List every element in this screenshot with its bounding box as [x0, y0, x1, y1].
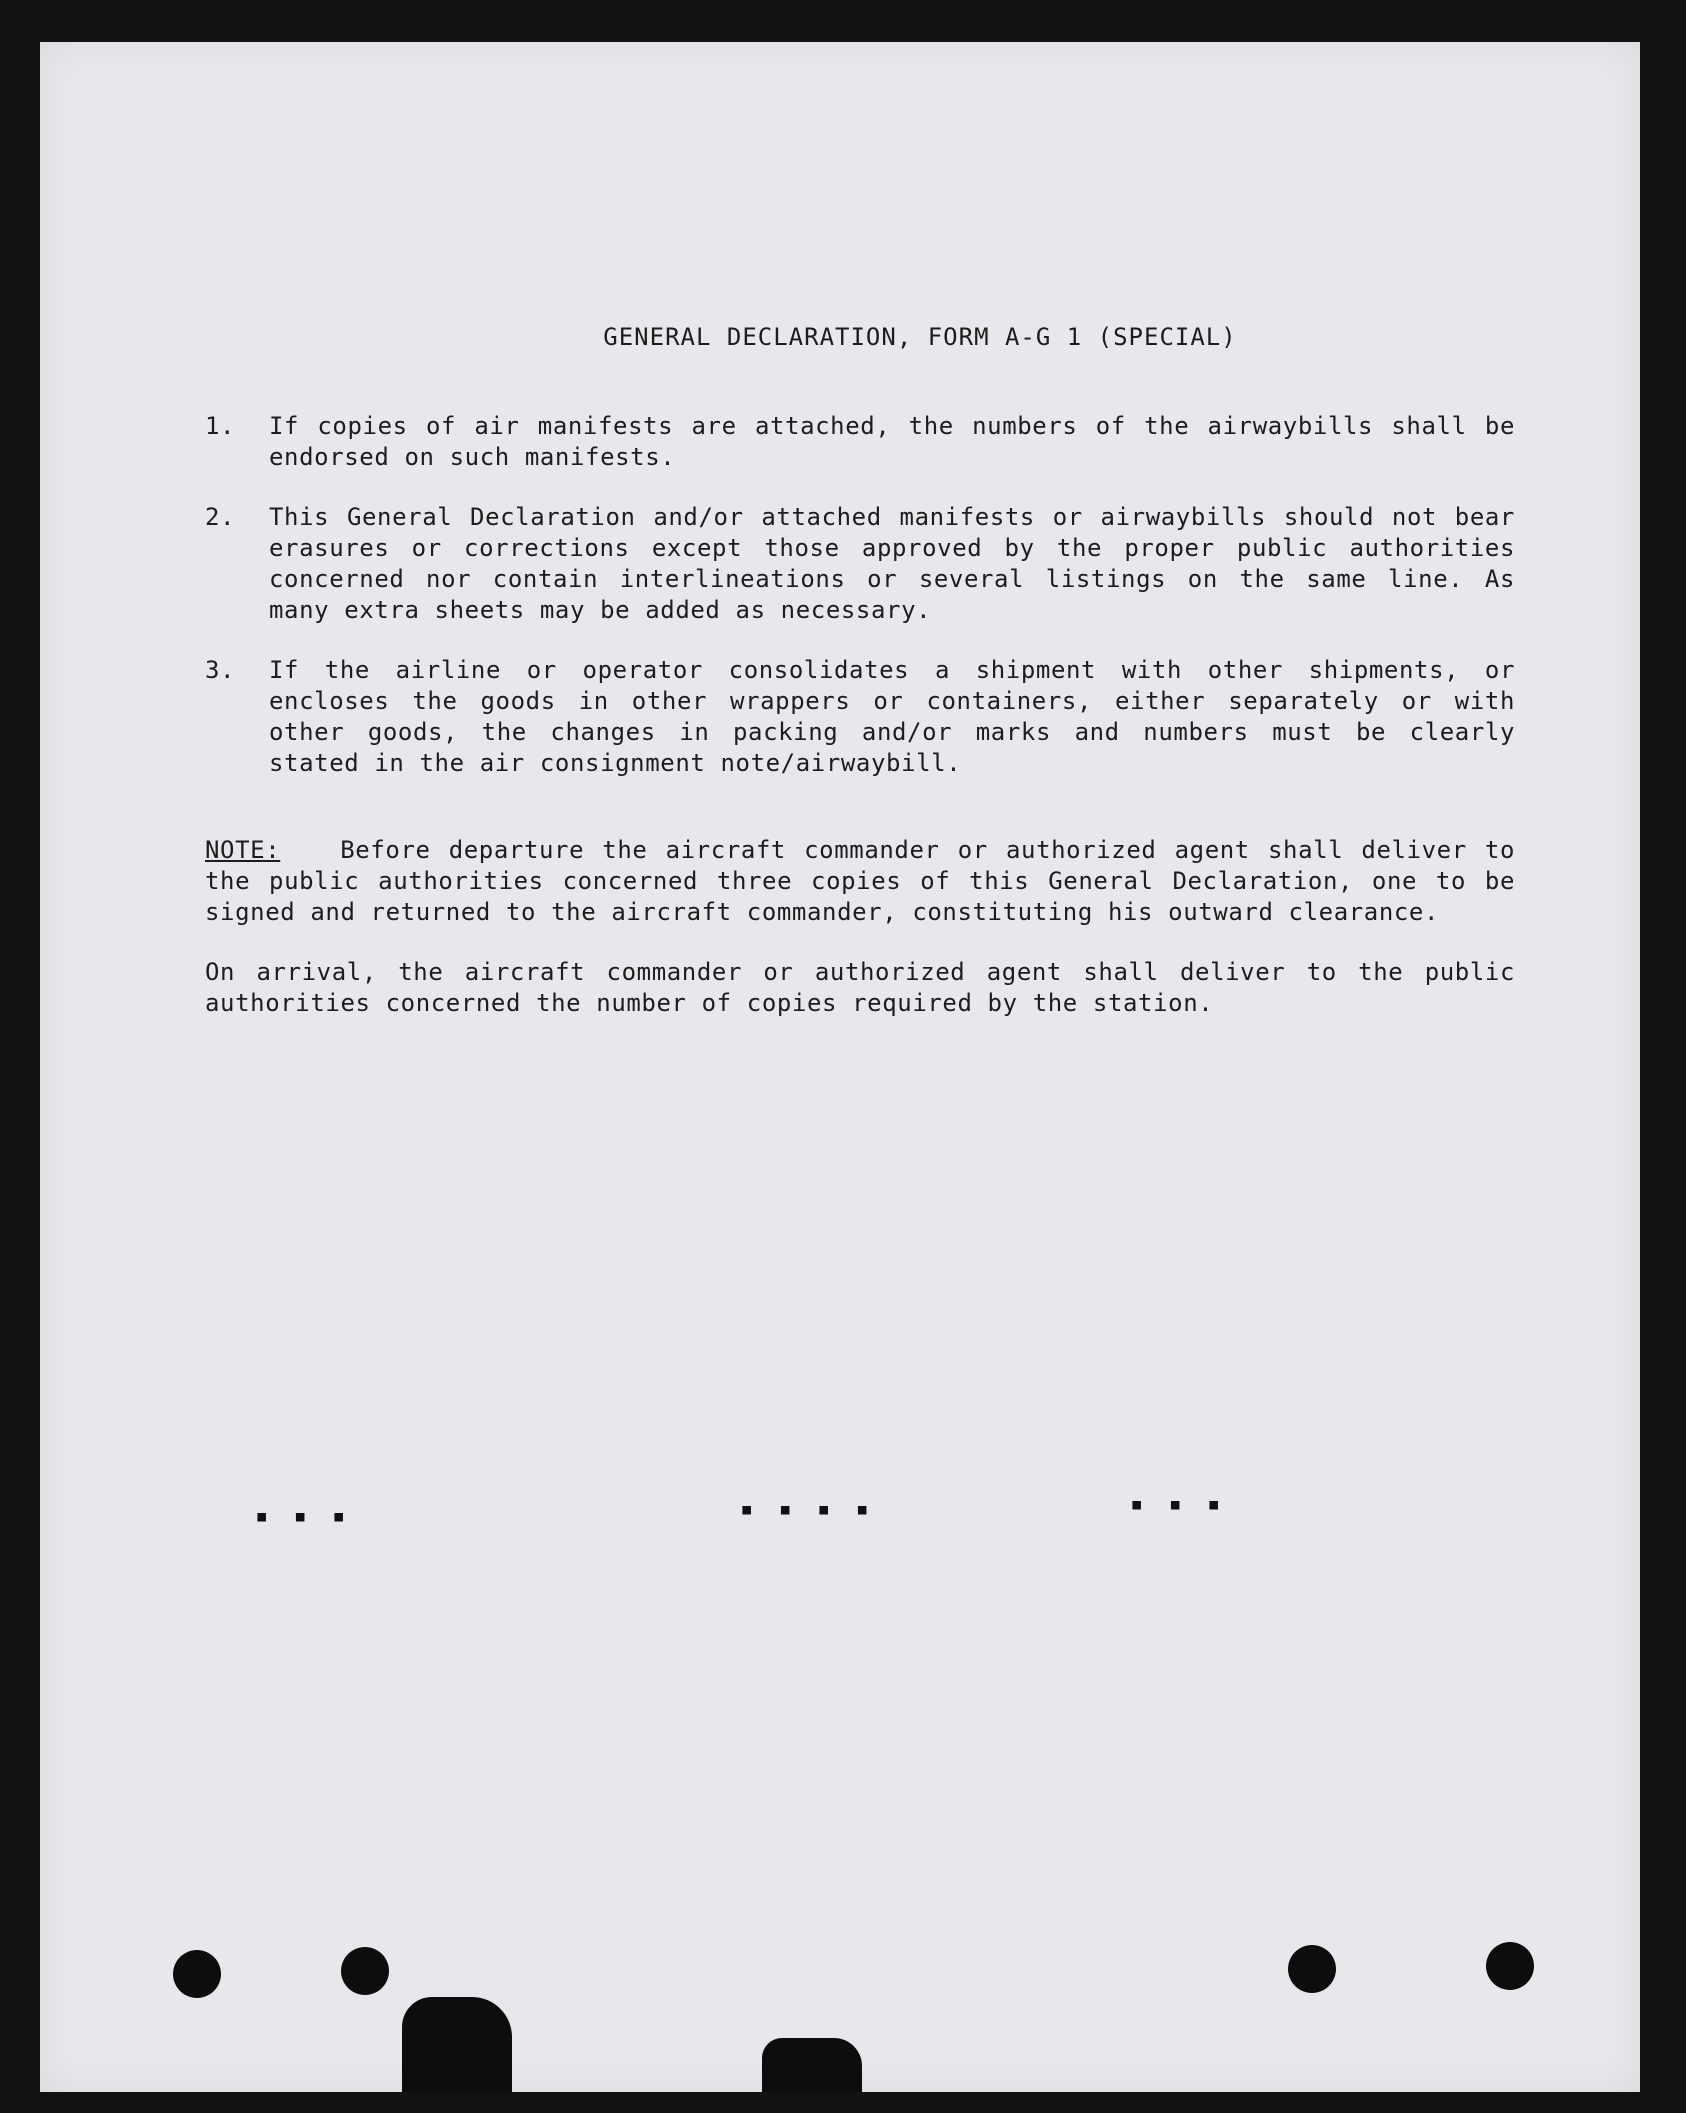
torn-edge-mark	[762, 2038, 862, 2092]
list-item-number: 1.	[205, 412, 236, 440]
punch-hole-right-1	[1288, 1945, 1336, 1993]
arrival-paragraph: On arrival, the aircraft commander or authorized agent shall deliver to the public authorities concerned the number of copies required by the station.	[205, 958, 1515, 1017]
document-body	[205, 322, 1515, 1019]
list-item-number: 3.	[205, 656, 236, 684]
list-item	[205, 502, 1515, 626]
page-title: GENERAL DECLARATION, FORM A-G 1 (SPECIAL)	[603, 323, 1237, 351]
note-paragraph	[205, 835, 1515, 928]
list-item-text: If the airline or operator consolidates a shipment with other shipments, or encloses the goods in other wrappers or containers, either separately or with other goods, the changes in packing and/or marks and numbers must be clearly stated in the air consignment note/airwaybill.	[269, 656, 1515, 777]
torn-edge-mark	[402, 1997, 512, 2092]
list-item-text: This General Declaration and/or attached manifests or airwaybills should not bear erasures or corrections except those approved by the proper public authorities concerned nor contain interlineations or several listings on the same line. As many extra sheets may be added as necessary.	[269, 503, 1515, 624]
list-item	[205, 411, 1515, 473]
list-item-number: 2.	[205, 503, 236, 531]
punch-debris-mark: ▪ ▪ ▪	[255, 1504, 352, 1529]
note-label: NOTE:	[205, 836, 281, 864]
list-item-text: If copies of air manifests are attached, the numbers of the airwaybills shall be endorsed on such manifests.	[269, 412, 1515, 471]
punch-debris-mark: ▪ ▪ ▪	[1130, 1492, 1227, 1517]
punch-debris-mark: ▪ ▪ ▪ ▪	[740, 1497, 875, 1522]
list-item	[205, 655, 1515, 779]
punch-hole-right-2	[1486, 1942, 1534, 1990]
punch-hole-left-2	[341, 1947, 389, 1995]
note-text: Before departure the aircraft commander or authorized agent shall deliver to the public authorities concerned three copies of this General Declaration, one to be signed and returned to the aircraft commander, constituting his outward clearance.	[205, 836, 1515, 926]
punch-hole-left-1	[173, 1950, 221, 1998]
